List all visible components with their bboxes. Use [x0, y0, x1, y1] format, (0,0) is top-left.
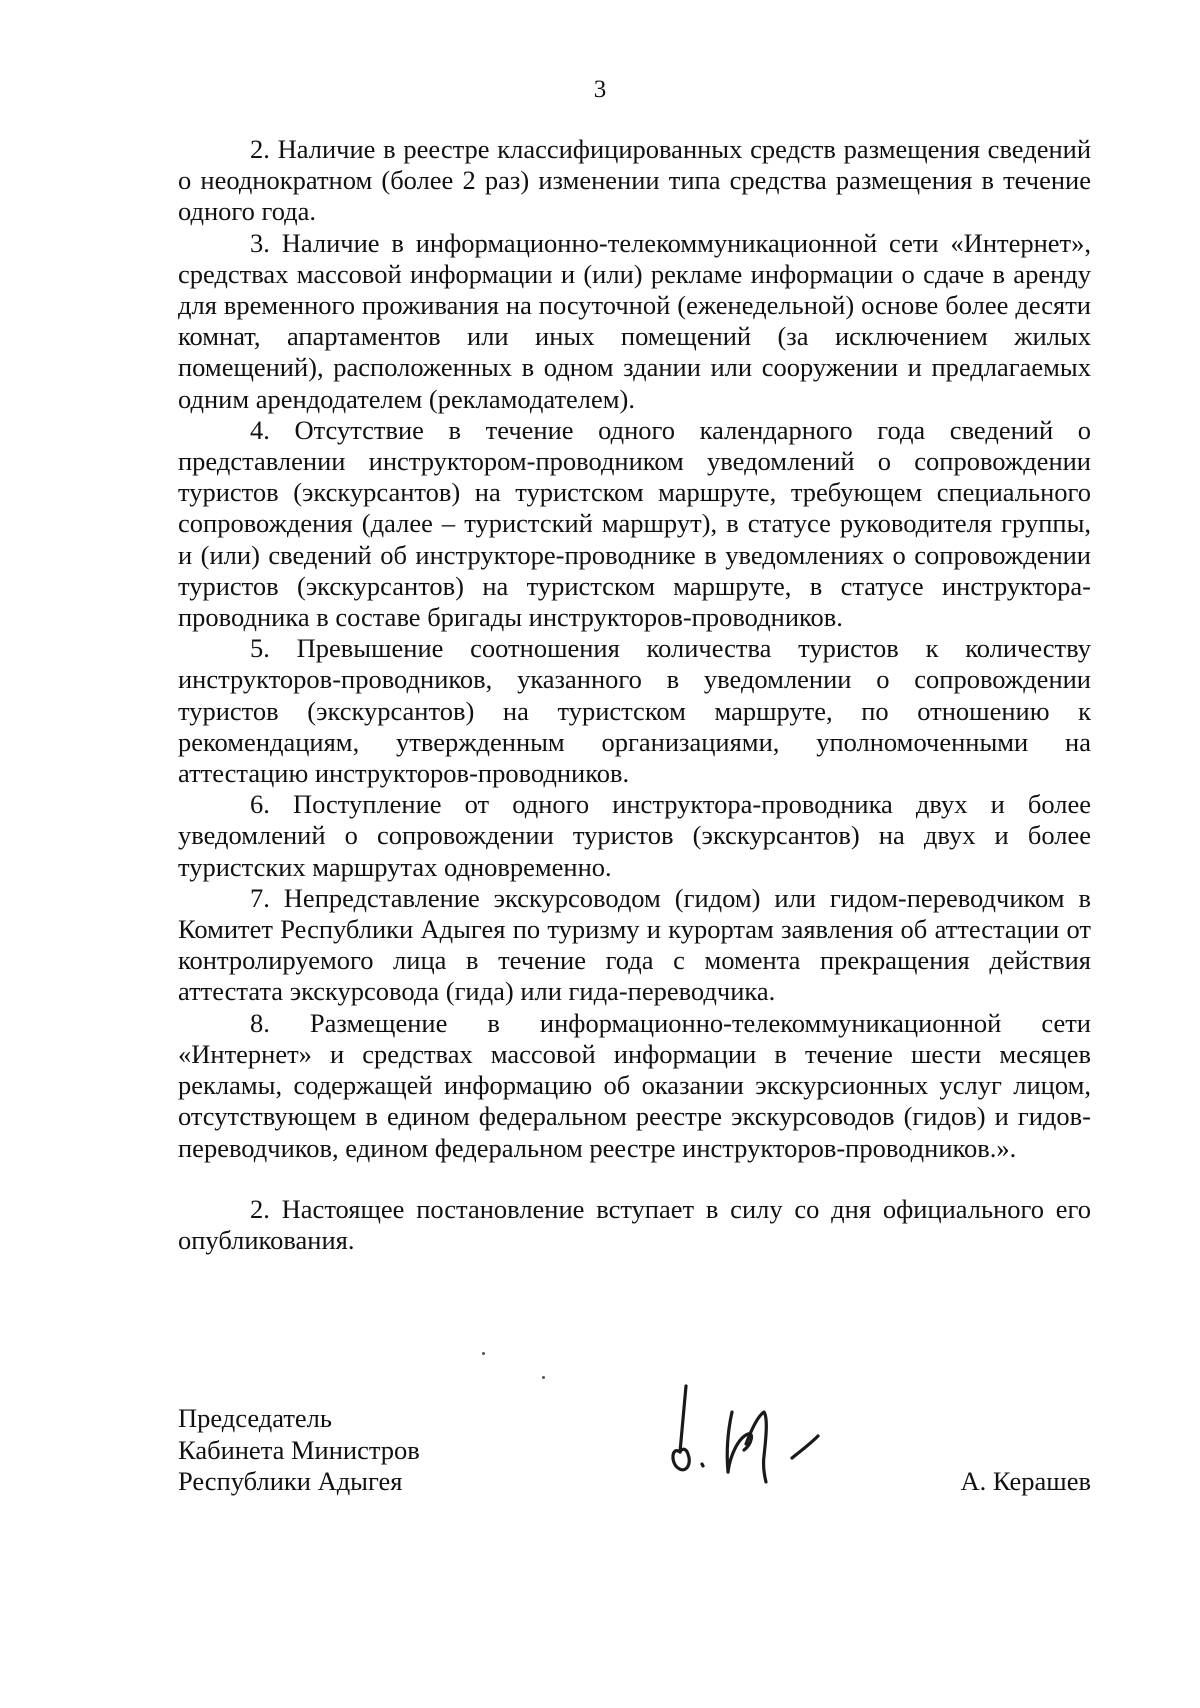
paragraph-item-8: 8. Размещение в информационно-телекоммуникационной сети «Интернет» и средствах массовой информации в течение шести месяцев рекламы, содержащей информацию об оказании экскурсионных услуг лицом, отсутствующем в едином федеральном реестре экскурсоводов (гидов) и гидов-переводчиков, едином федеральном реестре инструкторов-проводников.». [178, 1007, 1091, 1163]
signatory-title-line: Республики Адыгея [178, 1466, 403, 1496]
scan-speck [482, 1352, 485, 1355]
paragraph-item-3: 3. Наличие в информационно-телекоммуникационной сети «Интернет», средствах массовой информации и (или) рекламе информации о сдаче в аренду для временного проживания на посуточной (еженедельной) основе более десяти комнат, апартаментов или иных помещений (за исключением жилых помещений), расположенных в одном здании или сооружении и предлагаемых одним арендодателем (рекламодателем). [178, 227, 1091, 414]
paragraph-item-2: 2. Наличие в реестре классифицированных средств размещения сведений о неоднократном (более 2 раз) изменении типа средства размещения в течение одного года. [178, 134, 1091, 227]
paragraph-item-6: 6. Поступление от одного инструктора-проводника двух и более уведомлений о сопровождении туристов (экскурсантов) на двух и более туристских маршрутах одновременно. [178, 789, 1091, 882]
signatory-title-line: Председатель [178, 1403, 332, 1433]
paragraph-item-5: 5. Превышение соотношения количества туристов к количеству инструкторов-проводников, указанного в уведомлении о сопровождении туристов (экскурсантов) на туристском маршруте, по отношению к рекомендациям, утвержденным организациями, уполномоченными на аттестацию инструкторов-проводников. [178, 633, 1091, 789]
document-body [178, 134, 1091, 1256]
paragraph-item-7: 7. Непредставление экскурсоводом (гидом) или гидом-переводчиком в Комитет Республики Адыгея по туризму и курортам заявления об аттестации от контролируемого лица в течение года с момента прекращения действия аттестата экскурсовода (гида) или гида-переводчика. [178, 882, 1091, 1007]
signatory-title-line: Кабинета Министров [178, 1434, 420, 1465]
scan-speck [542, 1376, 545, 1379]
final-clause: 2. Настоящее постановление вступает в силу со дня официального его опубликования. [178, 1193, 1091, 1255]
signatory-title [178, 1403, 420, 1498]
handwritten-signature [668, 1378, 868, 1488]
paragraph-item-4: 4. Отсутствие в течение одного календарного года сведений о представлении инструктором-проводником уведомлений о сопровождении туристов (экскурсантов) на туристском маршруте, требующем специального сопровождения (далее – туристский маршрут), в статусе руководителя группы, и (или) сведений об инструкторе-проводнике в уведомлениях о сопровождении туристов (экскурсантов) на туристском маршруте, в статусе инструктора-проводника в составе бригады инструкторов-проводников. [178, 414, 1091, 633]
page-number: 3 [593, 76, 607, 103]
signatory-name: А. Керашев [960, 1466, 1091, 1496]
